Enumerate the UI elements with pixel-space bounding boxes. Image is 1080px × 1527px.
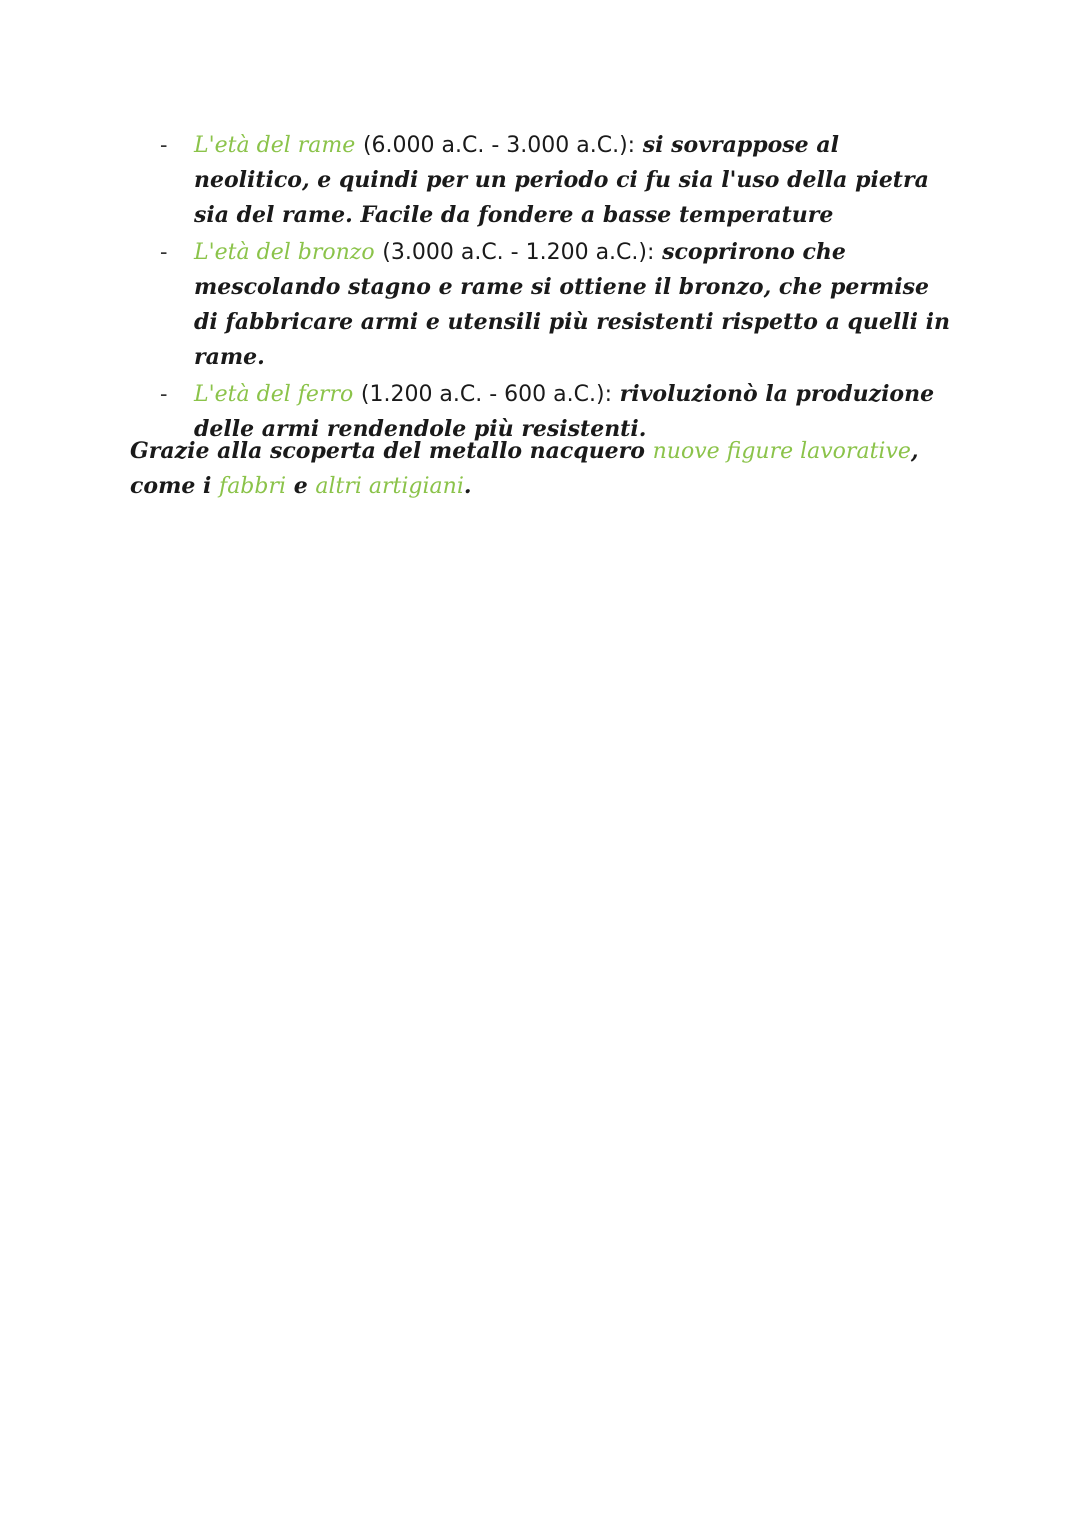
summary-text: , come i (130, 438, 919, 499)
age-description: si sovrappose al neolitico, e quindi per un periodo ci fu sia l'uso della pietra sia del rame. Facile da fondere a basse temperature (194, 132, 929, 228)
age-dates: (3.000 a.C. - 1.200 a.C.): (382, 240, 655, 265)
age-dates: (1.200 a.C. - 600 a.C.): (360, 382, 612, 407)
metal-ages-list (160, 128, 960, 449)
summary-highlight-smiths: fabbri (219, 474, 287, 499)
list-item-bronze-age (160, 235, 960, 375)
age-name: L'età del ferro (194, 382, 354, 407)
age-name: L'età del rame (194, 133, 356, 158)
summary-paragraph (130, 434, 960, 504)
summary-highlight-artisans: altri artigiani (315, 474, 464, 499)
summary-text: Grazie alla scoperta del metallo nacquero (130, 438, 645, 464)
age-name: L'età del bronzo (194, 240, 375, 265)
list-item-copper-age (160, 128, 960, 233)
summary-highlight-new-jobs: nuove figure lavorative (652, 439, 911, 464)
list-bullet: - (160, 382, 168, 407)
list-bullet: - (160, 133, 168, 158)
age-description: scoprirono che mescolando stagno e rame si ottiene il bronzo, che permise di fabbricare armi e utensili più resistenti rispetto a quelli in rame. (194, 239, 950, 370)
age-dates: (6.000 a.C. - 3.000 a.C.): (362, 133, 636, 158)
summary-text: e (293, 473, 308, 499)
list-bullet: - (160, 240, 168, 265)
summary-text: . (463, 473, 472, 499)
age-description: rivoluzionò la produzione delle armi rendendole più resistenti. (194, 381, 935, 442)
